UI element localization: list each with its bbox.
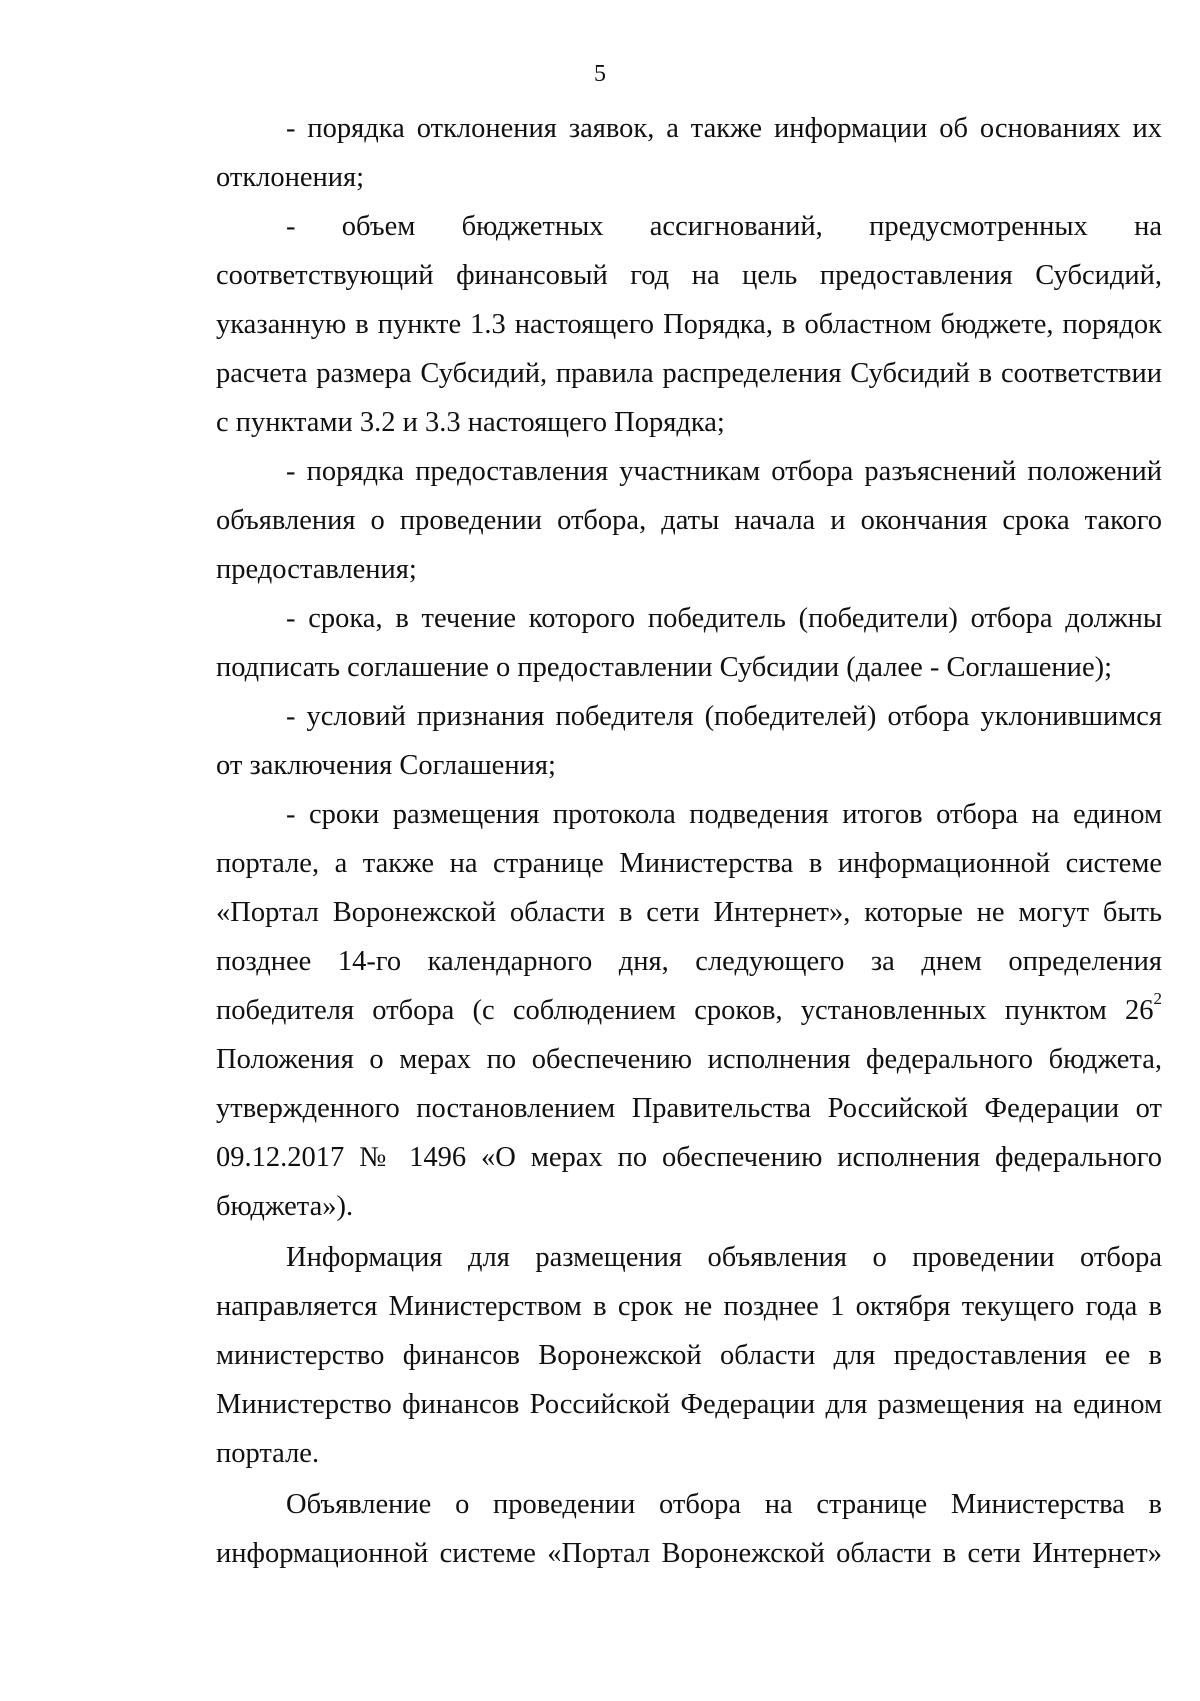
paragraph-evasion-conditions: - условий признания победителя (победителей) отбора уклонившимся от заключения Соглашения; (216, 701, 1162, 781)
paragraph-agreement-deadline: - срока, в течение которого победитель (победители) отбора должны подписать соглашение о предоставлении Субсидии (далее - Соглашение); (216, 603, 1162, 683)
page-number: 5 (594, 61, 606, 87)
paragraph-announcement: Объявление о проведении отбора на странице Министерства в информационной системе «Портал Воронежской области в сети Интернет» (216, 1489, 1162, 1569)
paragraph-rejection-order: - порядка отклонения заявок, а также информации об основаниях их отклонения; (216, 113, 1162, 193)
paragraph-protocol-deadlines (216, 790, 1162, 1231)
protocol-text-after: Положения о мерах по обеспечению исполнения федерального бюджета, утвержденного постановлением Правительства Российской Федерации от 09.12.2017 № 1496 «О мерах по обеспечению исполнения федерального бюджета»). (216, 1044, 1162, 1222)
document-body (216, 104, 1162, 1578)
paragraph-information-submission: Информация для размещения объявления о проведении отбора направляется Министерством в срок не позднее 1 октября текущего года в министерство финансов Воронежской области для предоставления ее в Министерство финансов Российской Федерации для размещения на едином портале. (216, 1242, 1162, 1469)
paragraph-clarifications-order: - порядка предоставления участникам отбора разъяснений положений объявления о проведении отбора, даты начала и окончания срока такого предоставления; (216, 456, 1162, 585)
protocol-text-before: - сроки размещения протокола подведения итогов отбора на едином портале, а также на странице Министерства в информационной системе «Портал Воронежской области в сети Интернет», которые не могут быть позднее 14-го календарного дня, следующего за днем определения победителя отбора (с соблюдением сроков, установленных пунктом 26 (216, 799, 1162, 1026)
footnote-superscript: 2 (1153, 989, 1162, 1008)
paragraph-budget-allocations: - объем бюджетных ассигнований, предусмотренных на соответствующий финансовый год на цель предоставления Субсидий, указанную в пункте 1.3 настоящего Порядка, в областном бюджете, порядок расчета размера Субсидий, правила распределения Субсидий в соответствии с пунктами 3.2 и 3.3 настоящего Порядка; (216, 211, 1162, 438)
